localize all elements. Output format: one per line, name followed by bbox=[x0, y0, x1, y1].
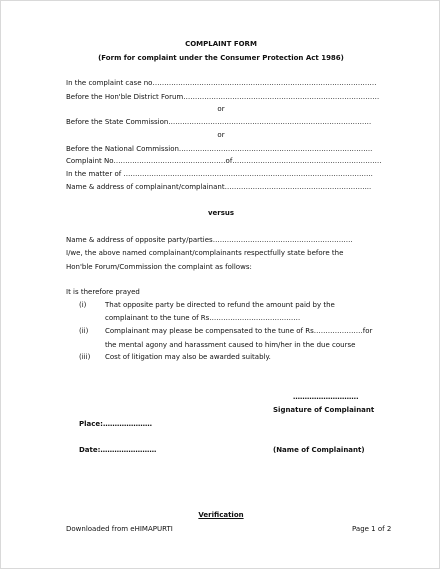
complainant-address-line: Name & address of complainant/complainant……………………………………………………... bbox=[66, 183, 372, 191]
national-commission-line: Before the National Commission……………………………………………………………………….. bbox=[66, 145, 373, 153]
page-title: COMPLAINT FORM bbox=[185, 40, 257, 48]
state-commission-line: Before the State Commission…………………………………………………………………………… bbox=[66, 118, 372, 126]
signature-dots: ………………………. bbox=[293, 393, 359, 401]
versus-heading: versus bbox=[207, 209, 235, 217]
date-field: Date:…………………… bbox=[79, 446, 157, 454]
footer-source: Downloaded from eHIMAPURTI bbox=[66, 525, 173, 533]
opposite-party-line: Name & address of opposite party/parties…………………………………………………… bbox=[66, 236, 353, 244]
verification-heading: Verification bbox=[198, 511, 244, 519]
prayer-item-text: That opposite party be directed to refund the amount paid by the bbox=[105, 301, 335, 309]
prayer-item-text: the mental agony and harassment caused to him/her in the due course bbox=[105, 341, 356, 349]
prayer-item-number: (iii) bbox=[79, 353, 91, 361]
matter-of-line: In the matter of …………………………………………………………………………………………….. bbox=[66, 170, 373, 178]
complaint-no-line: Complaint No…………………………………………of………………………………………………………. bbox=[66, 157, 382, 165]
page-subtitle: (Form for complaint under the Consumer Protection Act 1986) bbox=[98, 54, 344, 62]
prayer-item-number: (i) bbox=[79, 301, 87, 309]
district-forum-line: Before the Hon'ble District Forum………………………………………………………………………… bbox=[66, 93, 380, 101]
statement-line: I/we, the above named complainant/complainants respectfully state before the bbox=[66, 249, 344, 257]
complainant-name-label: (Name of Complainant) bbox=[273, 446, 365, 454]
statement-line: Hon'ble Forum/Commission the complaint as follows: bbox=[66, 263, 252, 271]
footer-page-number: Page 1 of 2 bbox=[352, 525, 392, 533]
prayer-item-number: (ii) bbox=[79, 327, 89, 335]
case-no-line: In the complaint case no…………………………………………………………………………………… bbox=[66, 79, 377, 87]
prayer-item-text: Cost of litigation may also be awarded suitably. bbox=[105, 353, 271, 361]
signature-label: Signature of Complainant bbox=[273, 406, 375, 414]
prayer-item-text: complainant to the tune of Rs………………………………… bbox=[105, 314, 301, 322]
place-field: Place:………………… bbox=[79, 420, 152, 428]
prayer-heading: It is therefore prayed bbox=[66, 288, 140, 296]
or-separator: or bbox=[217, 131, 225, 139]
or-separator: or bbox=[217, 105, 225, 113]
prayer-item-text: Complainant may please be compensated to the tune of Rs…………………for bbox=[105, 327, 373, 335]
